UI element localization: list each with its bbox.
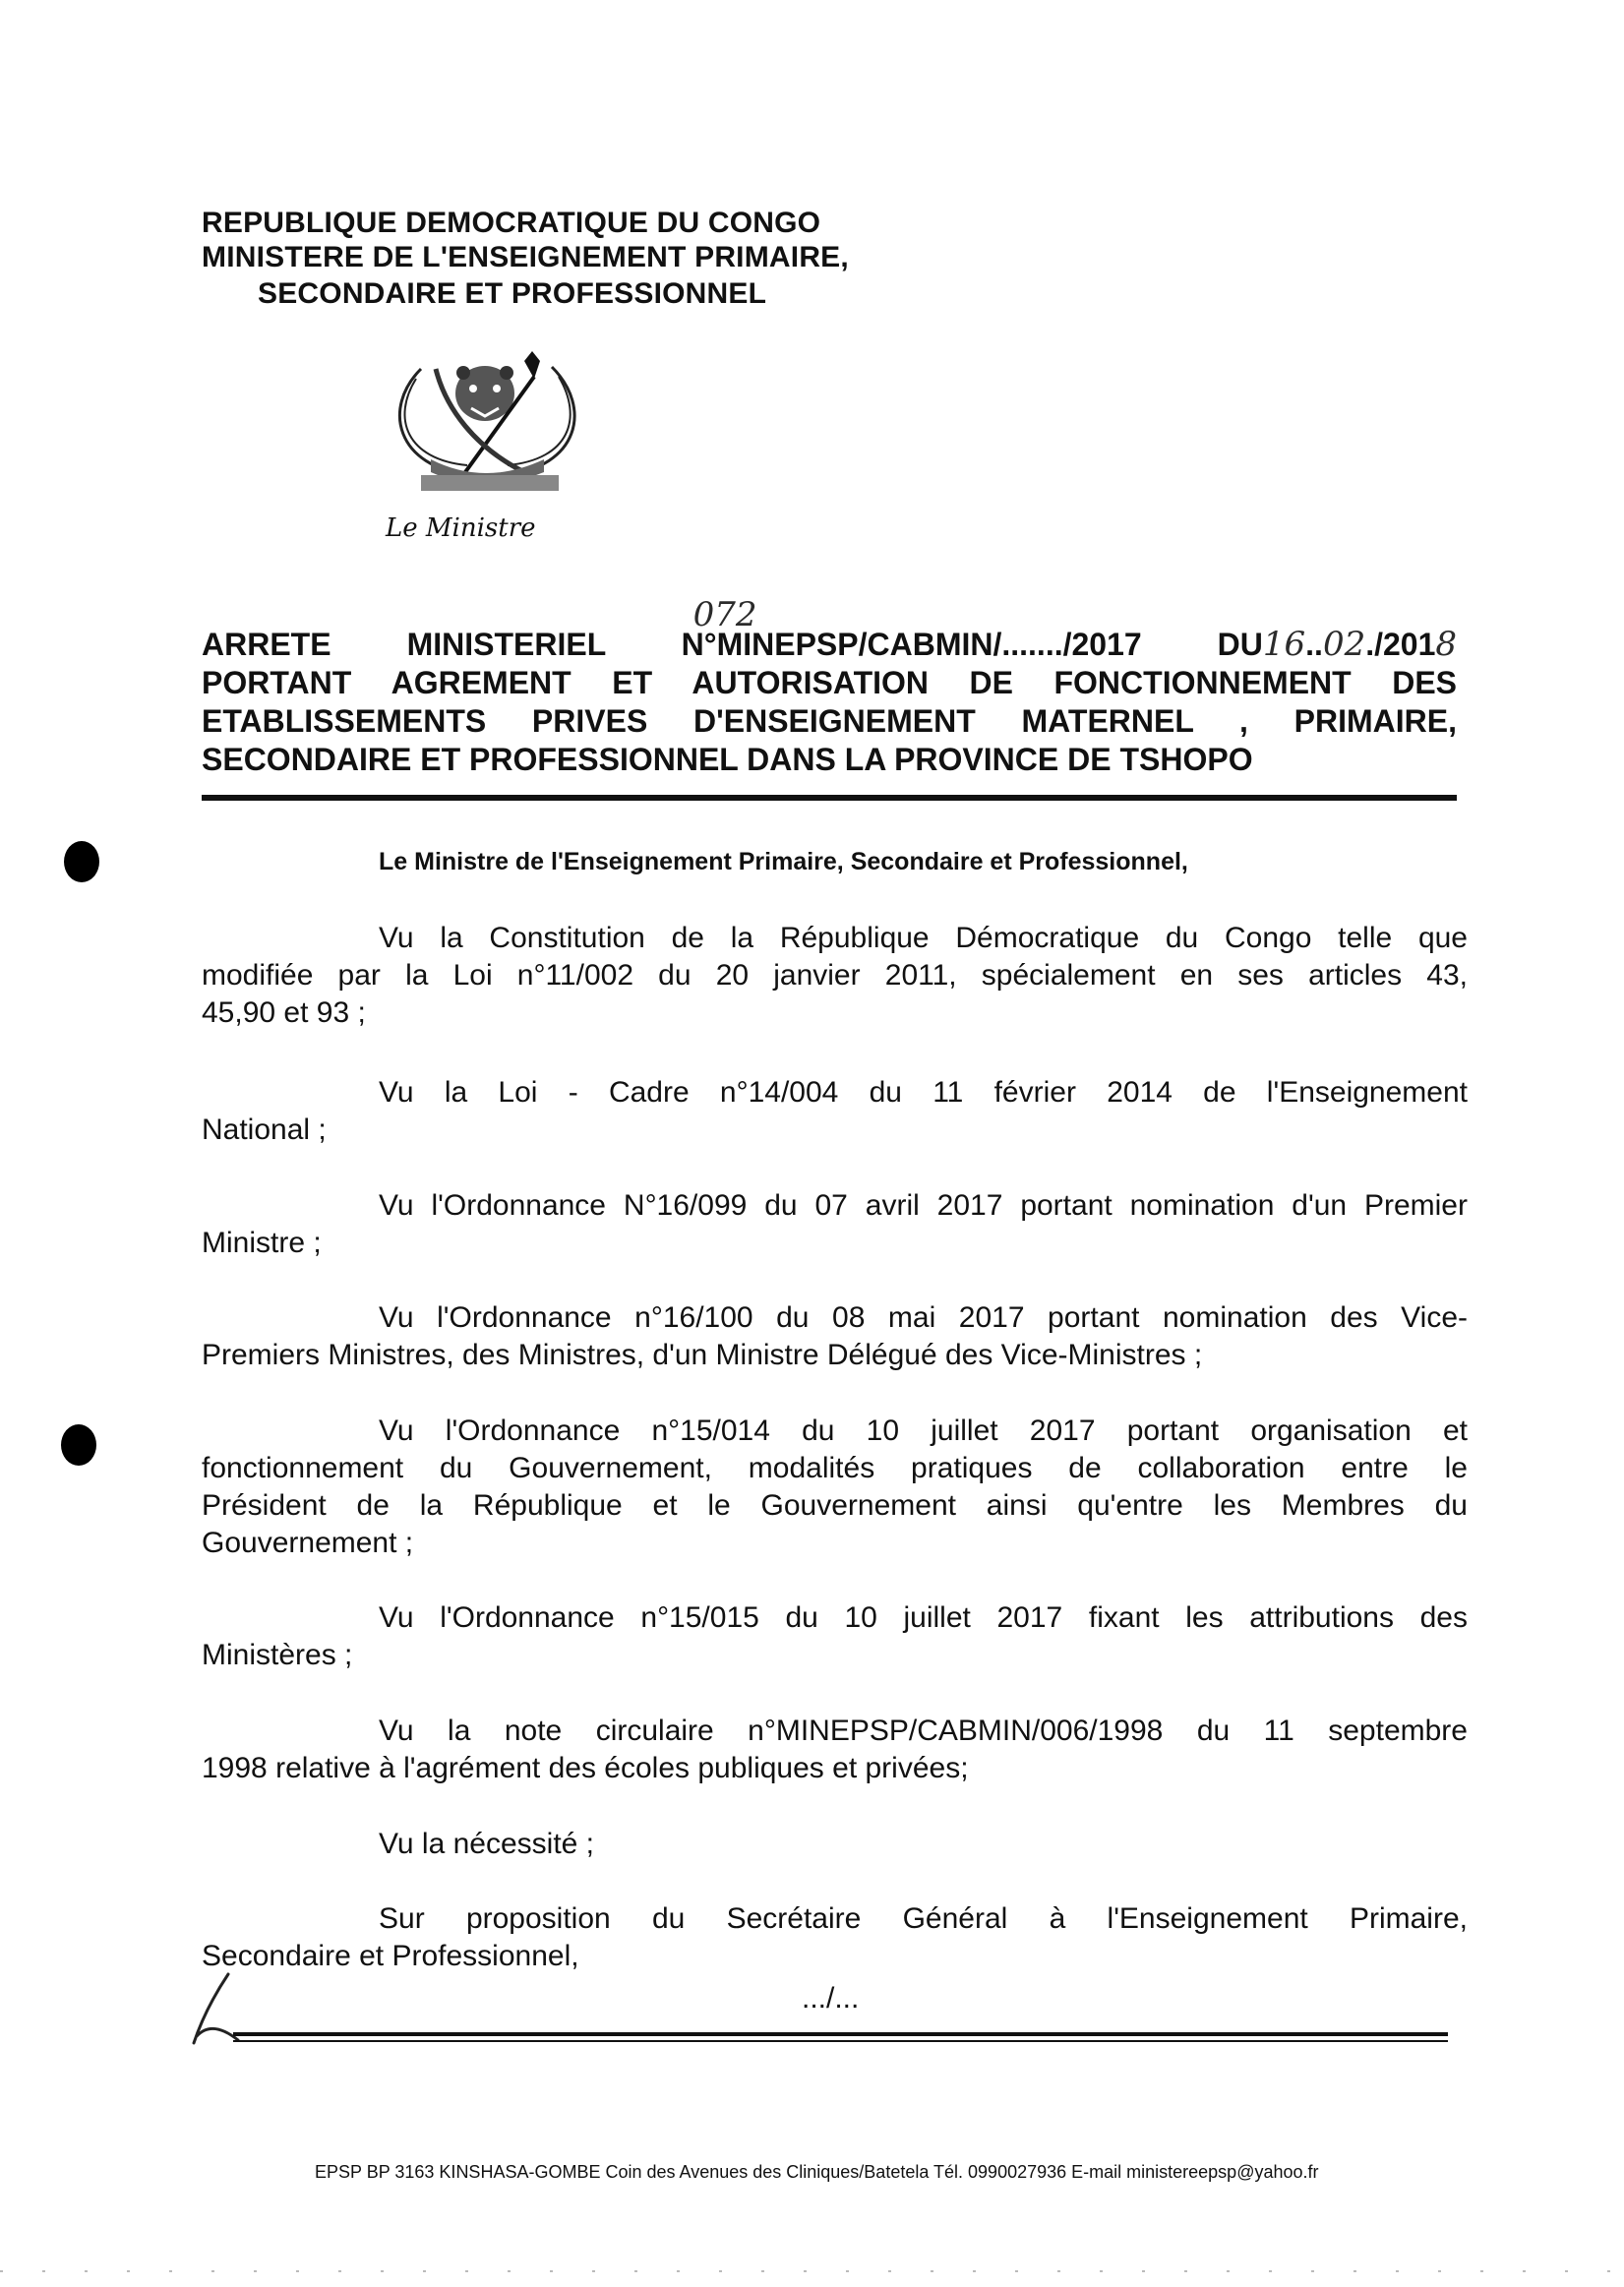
decree-number-line [202,595,1458,664]
page-continuation: .../... [802,1982,860,2015]
decree-title-line-4: SECONDAIRE ET PROFESSIONNEL DANS LA PROVINCE DE TSHOPO [202,742,1253,777]
handwritten-year-digit: 8 [1435,625,1458,664]
decree-date: DU16..02./2018 [1217,625,1458,664]
decree-word-arrete: ARRETE [202,627,331,662]
paragraph-gouvernement: Vu l'Ordonnance n°15/014 du 10 juillet 2017 portant organisation et fonctionnement du Gouvernement, modalités pratiques de collaboration entre le Président de la République et le Gouvernement ainsi qu'entre les Membres du Gouvernement ; [202,1414,1468,1559]
header-ministry: MINISTERE DE L'ENSEIGNEMENT PRIMAIRE, [202,241,849,273]
header-ministry-cont: SECONDAIRE ET PROFESSIONNEL [258,277,767,310]
paragraph-proposition: Sur proposition du Secrétaire Général à l'Enseignement Primaire, Secondaire et Professionnel, [202,1902,1468,1972]
paragraph-constitution: Vu la Constitution de la République Démocratique du Congo telle que modifiée par la Loi n°11/002 du 20 janvier 2011, spécialement en ses articles 43, 45,90 et 93 ; [202,922,1468,1029]
handwritten-decree-number: 072 [692,595,757,634]
paragraph-loi-cadre: Vu la Loi - Cadre n°14/004 du 11 février 2014 de l'Enseignement National ; [202,1076,1468,1146]
paragraph-attributions: Vu l'Ordonnance n°15/015 du 10 juillet 2017 fixant les attributions des Ministères ; [202,1601,1468,1671]
paragraph-note-circulaire: Vu la note circulaire n°MINEPSP/CABMIN/006/1998 du 11 septembre 1998 relative à l'agrément des écoles publiques et privées; [202,1715,1468,1784]
header-republic: REPUBLIQUE DEMOCRATIQUE DU CONGO [202,207,821,239]
punch-hole-bottom [61,1424,96,1466]
title-underline [202,795,1457,801]
decree-title-line-2: PORTANT AGREMENT ET AUTORISATION DE FONCTIONNEMENT DES [202,665,1457,700]
paragraph-necessite: Vu la nécessité ; [379,1828,595,1860]
handwritten-day: 16 [1262,625,1306,664]
signatory-title: Le Ministre [386,513,536,543]
decree-title-line-3: ETABLISSEMENTS PRIVES D'ENSEIGNEMENT MATERNEL , PRIMAIRE, [202,703,1457,739]
bottom-rule-thin [233,2040,1448,2042]
decree-number: N°MINEPSP/CABMIN/....... 072 [681,595,1063,662]
initials-signature-icon [189,1969,243,2048]
footer-contact: EPSP BP 3163 KINSHASA-GOMBE Coin des Avenues des Cliniques/Batetela Tél. 0990027936 E-mail ministereepsp@yahoo.fr [315,2162,1319,2182]
punch-hole-top [64,841,99,882]
preamble-heading: Le Ministre de l'Enseignement Primaire, Secondaire et Professionnel, [379,848,1188,875]
handwritten-month: 02 [1322,625,1366,664]
bottom-rule-thick [233,2032,1448,2036]
paragraph-vice-premiers: Vu l'Ordonnance n°16/100 du 08 mai 2017 portant nomination des Vice- Premiers Ministres, des Ministres, d'un Ministre Délégué des Vice-Ministres ; [202,1301,1468,1371]
scan-noise-line [0,2262,1624,2280]
decree-year: /2017 [1062,627,1142,662]
coat-of-arms-icon [377,349,598,495]
decree-word-ministeriel: MINISTERIEL [406,627,606,662]
paragraph-premier-ministre: Vu l'Ordonnance N°16/099 du 07 avril 2017 portant nomination d'un Premier Ministre ; [202,1189,1468,1259]
